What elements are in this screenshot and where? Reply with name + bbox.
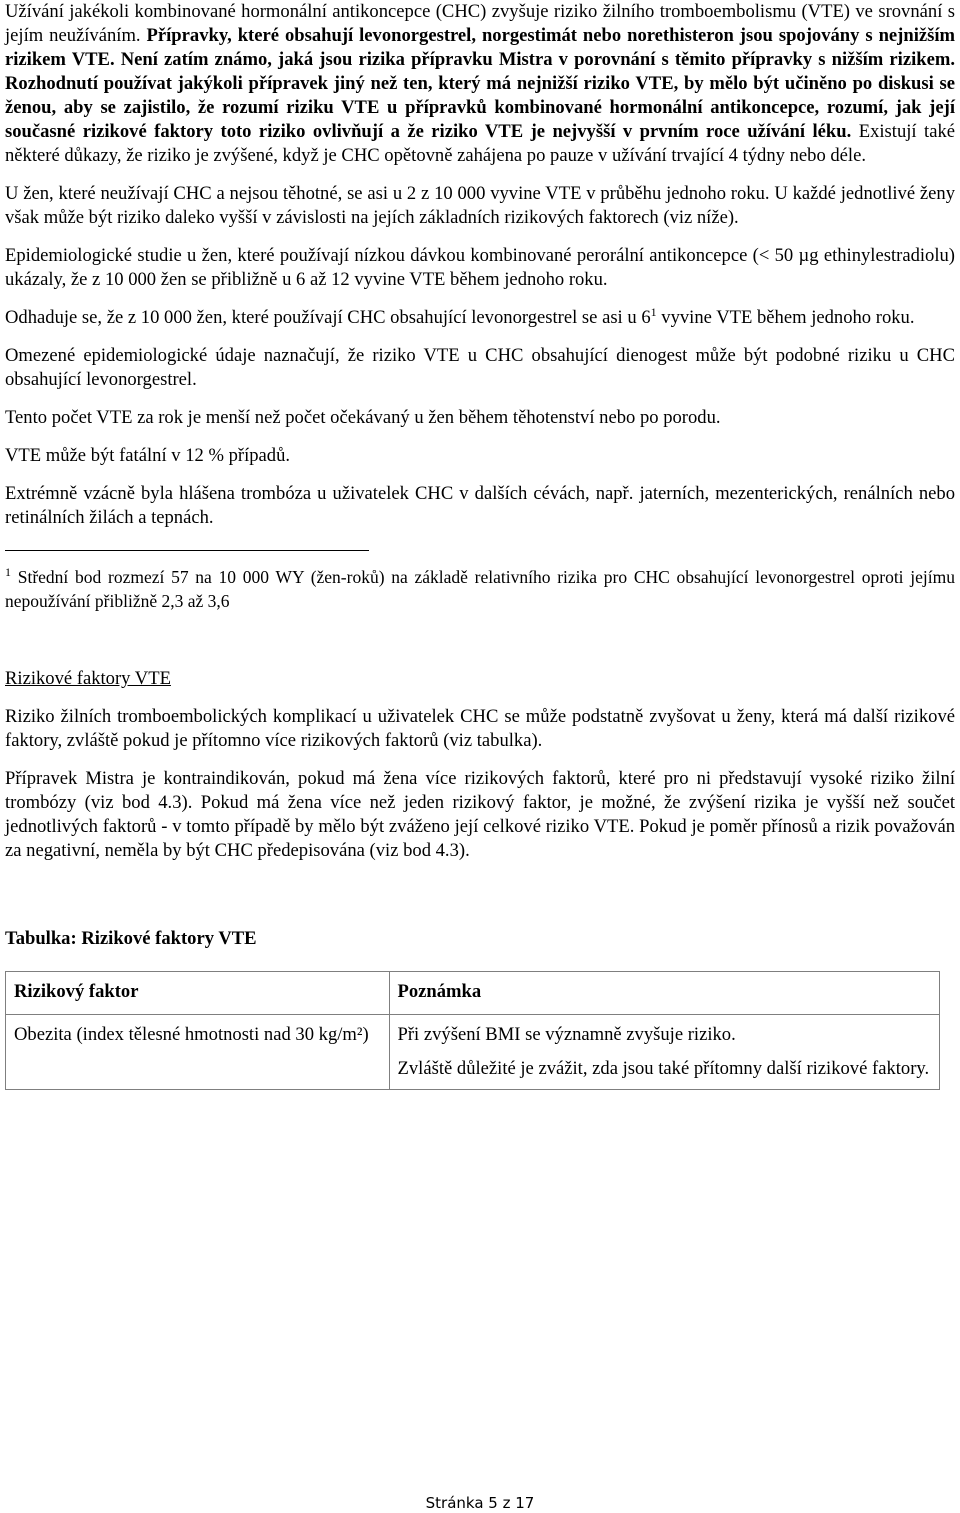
paragraph-vte-intro (5, 0, 955, 168)
page-number: Stránka 5 z 17 (425, 1494, 535, 1512)
paragraph-epidemiology: Epidemiologické studie u žen, které používají nízkou dávkou kombinované perorální antikoncepce (< 50 µg ethinylestradiolu) ukázaly, že z 10 000 žen se přibližně u 6 až 12 vyvine VTE během jednoho roku. (5, 245, 955, 290)
paragraph-levonorgestrel-estimate (5, 306, 955, 330)
note-line: Zvláště důležité je zvážit, zda jsou také přítomny další rizikové faktory. (397, 1058, 930, 1079)
column-header-factor: Rizikový faktor (6, 972, 390, 1015)
paragraph-dienogest: Omezené epidemiologické údaje naznačují, že riziko VTE u CHC obsahující dienogest může být podobné riziku u CHC obsahující levonorgestrel. (5, 345, 955, 390)
table-header-row (6, 972, 940, 1015)
paragraph-pregnancy-comparison: Tento počet VTE za rok je menší než počet očekávaný u žen během těhotenství nebo po porodu. (5, 407, 721, 428)
paragraph-fatality: VTE může být fatální v 12 % případů. (5, 445, 291, 466)
table-row (6, 1015, 940, 1090)
note-line: Při zvýšení BMI se významně zvyšuje riziko. (397, 1024, 736, 1045)
paragraph-contraindication: Přípravek Mistra je kontraindikován, pokud má žena více rizikových faktorů, které pro ni představují vysoké riziko žilní trombózy (viz bod 4.3). Pokud má žena více než jeden rizikový faktor, je možné, že zvýšení rizika je vyšší než součet jednotlivých faktorů - v tomto případě by mělo být zváženo její celkové riziko VTE. Pokud je poměr přínosů a rizik považován za negativní, neměla by být CHC předepisována (viz bod 4.3). (5, 768, 955, 861)
footnote-reference: 1 (650, 304, 657, 319)
paragraph-risk-factors: Riziko žilních tromboembolických komplikací u uživatelek CHC se může podstatně zvyšovat u ženy, která má další rizikové faktory, zvláště pokud je přítomno více rizikových faktorů (viz tabulka). (5, 706, 955, 751)
table-title: Tabulka: Rizikové faktory VTE (5, 928, 257, 949)
footnote (5, 565, 955, 613)
estimate-text-end: vyvine VTE během jednoho roku. (656, 307, 915, 328)
document-page (5, 0, 955, 1090)
footnote-separator (5, 550, 369, 551)
risk-factors-table (5, 971, 940, 1090)
section-heading: Rizikové faktory VTE (5, 668, 171, 689)
intro-tail-text: Existují také některé důkazy, že riziko je zvýšené, když je CHC opětovně zahájena po pauze v užívání trvající 4 týdny nebo déle. (5, 121, 955, 166)
footnote-text: Střední bod rozmezí 57 na 10 000 WY (žen-roků) na základě relativního rizika pro CHC obsahující levonorgestrel oproti jejímu nepoužívání přibližně 2,3 až 3,6 (5, 567, 955, 611)
cell-factor: Obezita (index tělesné hmotnosti nad 30 kg/m²) (6, 1015, 390, 1090)
estimate-text: Odhaduje se, že z 10 000 žen, které používají CHC obsahující levonorgestrel se asi u 6 (5, 307, 651, 328)
column-header-note: Poznámka (389, 972, 939, 1015)
paragraph-other-vessels: Extrémně vzácně byla hlášena trombóza u uživatelek CHC v dalších cévách, např. jaterních, mezenterických, renálních nebo retinálních žilách a tepnách. (5, 483, 955, 528)
footnote-mark: 1 (5, 565, 11, 580)
intro-bold-text: Přípravky, které obsahují levonorgestrel, norgestimát nebo norethisteron jsou spojovány s nejnižším rizikem VTE. Není zatím známo, jaká jsou rizika přípravku Mistra v porovnání s těmito přípravky s nižším rizikem. Rozhodnutí používat jakýkoli přípravek jiný než ten, který má nejnižší riziko VTE, by mělo být učiněno po diskusi se ženou, aby se zajistilo, že rozumí riziku VTE u přípravků kombinované hormonální antikoncepce, rozumí, jak její současné rizikové faktory toto riziko ovlivňují a že riziko VTE je nejvyšší v prvním roce užívání léku. (5, 25, 956, 142)
intro-text: Užívání jakékoli kombinované hormonální antikoncepce (CHC) zvyšuje riziko žilního tromboembolismu (VTE) ve srovnání s jejím neužíváním. (5, 1, 955, 46)
cell-note (389, 1015, 939, 1090)
paragraph-baseline-risk: U žen, které neužívají CHC a nejsou těhotné, se asi u 2 z 10 000 vyvine VTE v průběhu jednoho roku. U každé jednotlivé ženy však může být riziko daleko vyšší v závislosti na jejích základních rizikových faktorech (viz níže). (5, 183, 955, 228)
